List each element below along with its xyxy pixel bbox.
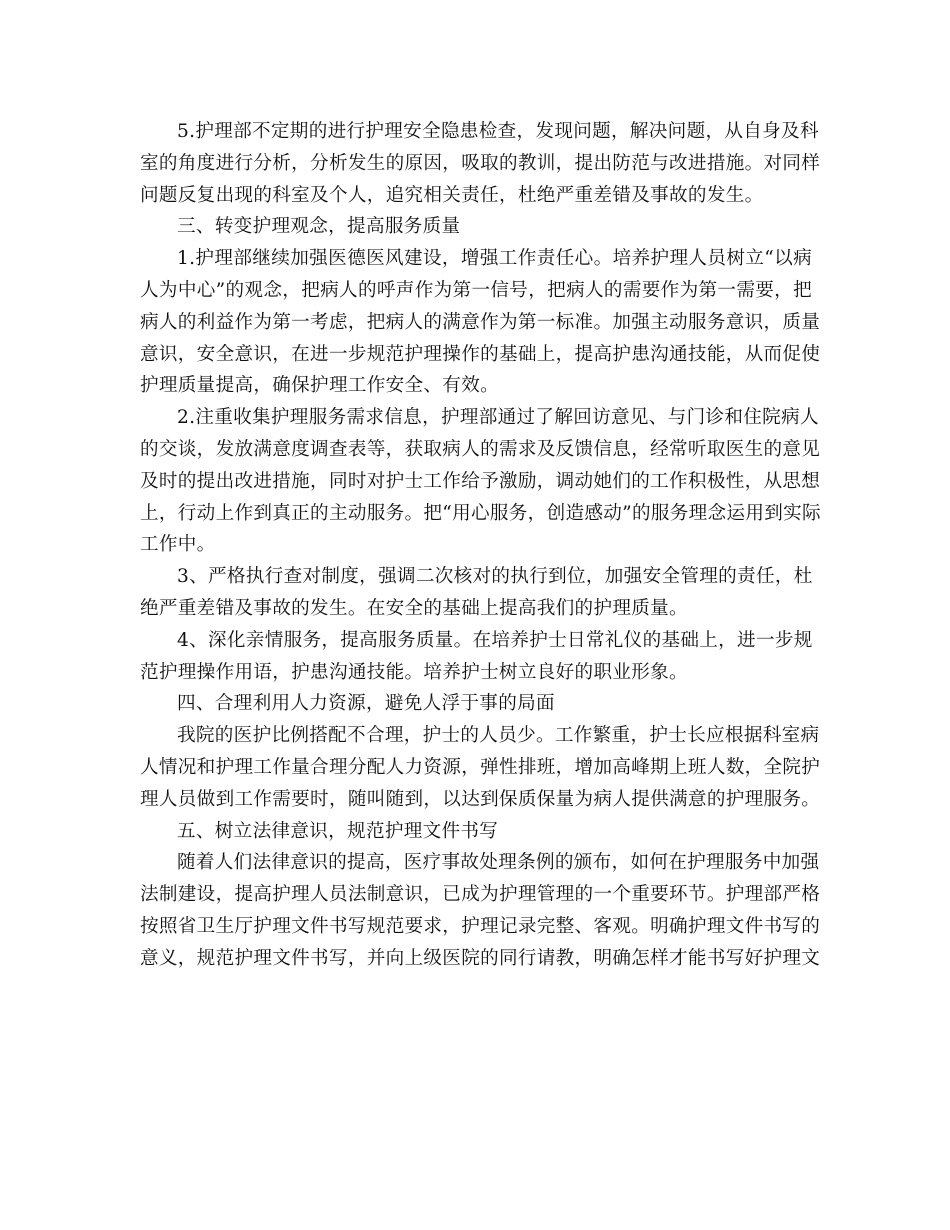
- text-line: 范护理操作用语，护患沟通技能。培养护士树立良好的职业形象。: [140, 661, 688, 683]
- text-line: 意义，规范护理文件书写，并向上级医院的同行请教，明确怎样才能书写好护理文: [140, 947, 821, 969]
- text-line: 按照省卫生厅护理文件书写规范要求，护理记录完整、客观。明确护理文件书写的: [140, 915, 821, 937]
- text-line: 工作中。: [140, 534, 216, 556]
- body-paragraph: [140, 561, 812, 625]
- text-line: 室的角度进行分析，分析发生的原因，吸取的教训，提出防范与改进措施。对同样: [140, 152, 821, 174]
- section-heading: [140, 816, 812, 848]
- text-line: 4、深化亲情服务，提高服务质量。在培养护士日常礼仪的基础上，进一步规: [177, 629, 813, 651]
- document-body: [140, 116, 821, 975]
- text-line: 5.护理部不定期的进行护理安全隐患检查，发现问题，解决问题，从自身及科: [177, 121, 819, 142]
- text-line: 病人的利益作为第一考虑，把病人的满意作为第一标准。加强主动服务意识，质量: [140, 311, 821, 333]
- text-line: 三、转变护理观念，提高服务质量: [177, 216, 461, 238]
- text-line: 上，行动上作到真正的主动服务。把“用心服务，创造感动”的服务理念运用到实际: [140, 502, 821, 524]
- text-line: 3、严格执行查对制度，强调二次核对的执行到位，加强安全管理的责任，杜: [177, 566, 813, 588]
- section-heading: [140, 211, 812, 243]
- text-line: 意识，安全意识，在进一步规范护理操作的基础上，提高护患沟通技能，从而促使: [140, 343, 821, 365]
- section-heading: [140, 688, 812, 720]
- text-line: 1.护理部继续加强医德医风建设，增强工作责任心。培养护理人员树立“以病: [177, 248, 812, 270]
- text-line: 及时的提出改进措施，同时对护士工作给予激励，调动她们的工作积极性，从思想: [140, 470, 821, 492]
- body-paragraph: [140, 625, 812, 689]
- text-line: 理人员做到工作需要时，随叫随到，以达到保质保量为病人提供满意的护理服务。: [140, 788, 821, 810]
- text-line: 2.注重收集护理服务需求信息，护理部通过了解回访意见、与门诊和住院病人: [177, 407, 819, 429]
- text-line: 人情况和护理工作量合理分配人力资源，弹性排班，增加高峰期上班人数，全院护: [140, 756, 821, 778]
- text-line: 随着人们法律意识的提高，医疗事故处理条例的颁布，如何在护理服务中加强: [177, 852, 820, 874]
- text-line: 的交谈，发放满意度调查表等，获取病人的需求及反馈信息，经常听取医生的意见: [140, 438, 821, 460]
- text-line: 法制建设，提高护理人员法制意识，已成为护理管理的一个重要环节。护理部严格: [140, 884, 821, 906]
- text-line: 五、树立法律意识，规范护理文件书写: [177, 820, 499, 842]
- body-paragraph: [140, 847, 821, 974]
- text-line: 问题反复出现的科室及个人，追究相关责任，杜绝严重差错及事故的发生。: [140, 184, 764, 206]
- body-paragraph: [140, 116, 821, 211]
- text-line: 四、合理利用人力资源，避免人浮于事的局面: [177, 693, 555, 715]
- text-line: 人为中心”的观念，把病人的呼声作为第一信号，把病人的需要作为第一需要，把: [140, 279, 812, 301]
- body-paragraph: [140, 720, 821, 815]
- text-line: 我院的医护比例搭配不合理，护士的人员少。工作繁重，护士长应根据科室病: [177, 725, 820, 747]
- text-line: 护理质量提高，确保护理工作安全、有效。: [140, 375, 499, 397]
- body-paragraph: [140, 243, 821, 402]
- text-line: 绝严重差错及事故的发生。在安全的基础上提高我们的护理质量。: [140, 597, 688, 619]
- body-paragraph: [140, 402, 821, 561]
